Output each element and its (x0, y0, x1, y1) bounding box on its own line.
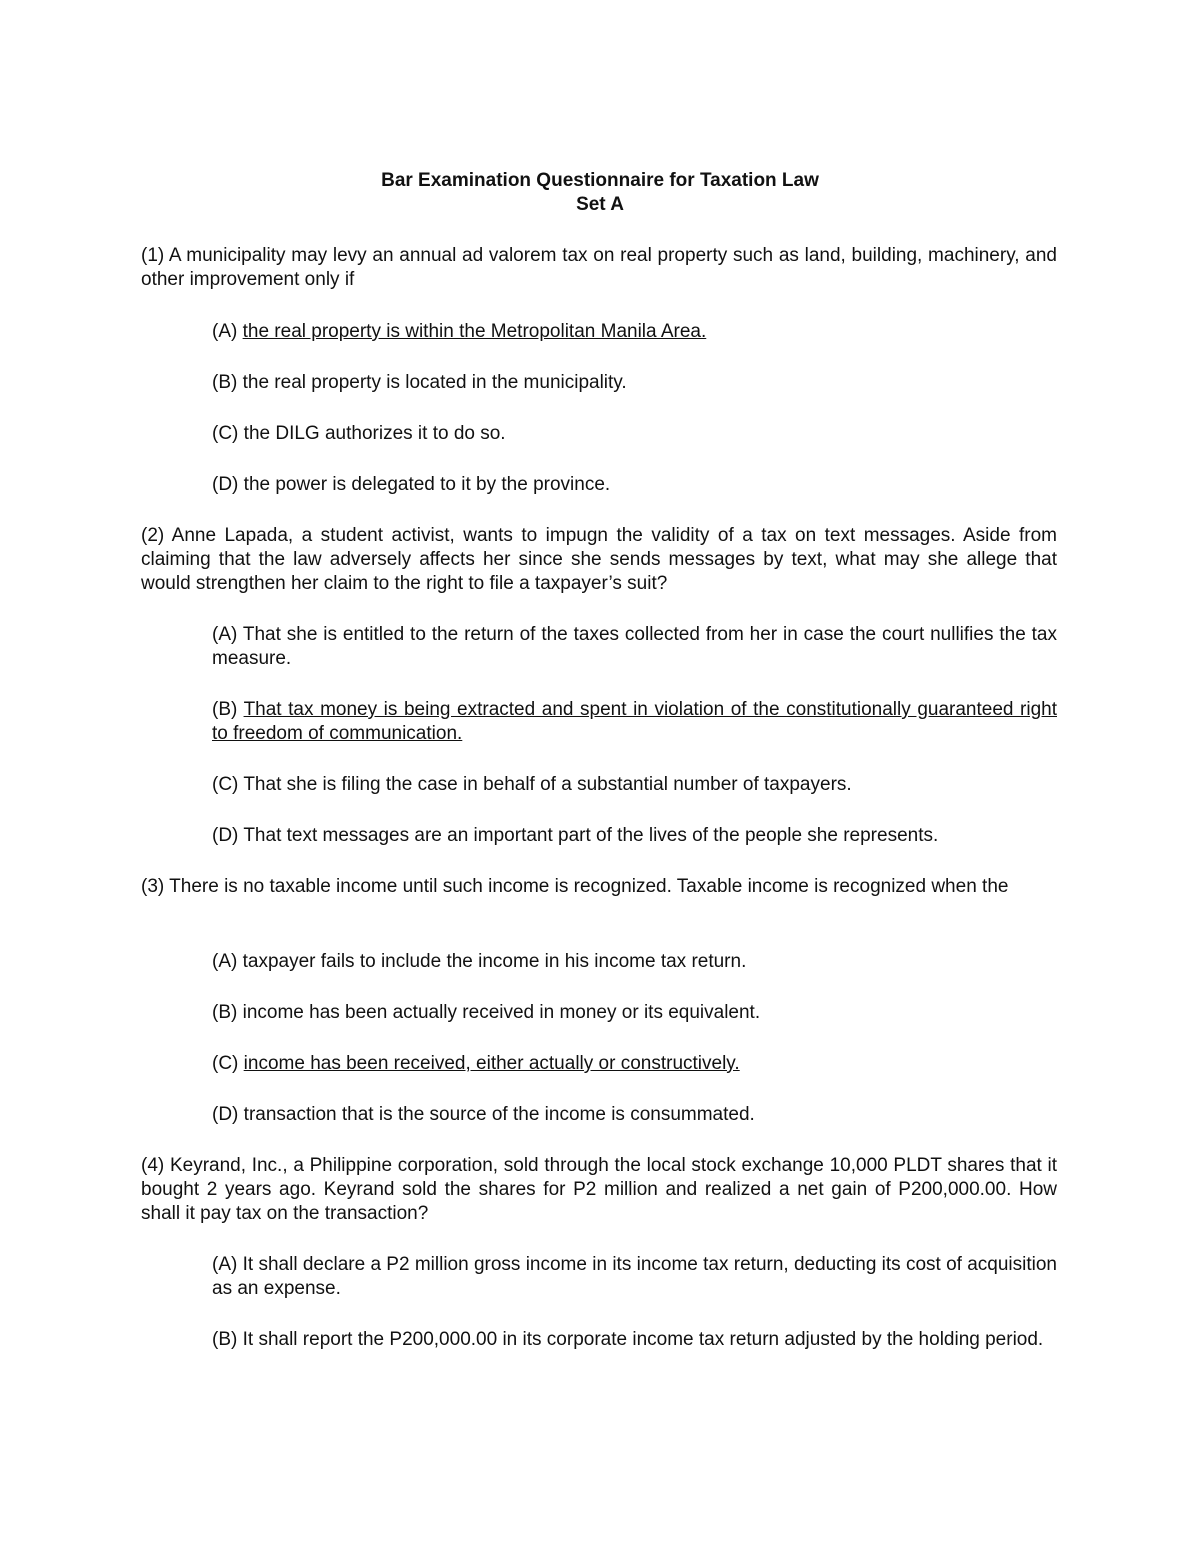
option-letter: (A) (212, 1254, 238, 1275)
option-text: That she is entitled to the return of the taxes collected from her in case the court nullifies the tax measure. (212, 624, 1057, 669)
option-letter: (B) (212, 1329, 238, 1350)
option-letter: (B) (212, 699, 238, 720)
question-stem: There is no taxable income until such income is recognized. Taxable income is recognized when the (169, 876, 1009, 897)
option-letter: (D) (212, 825, 239, 846)
option-text: transaction that is the source of the income is consummated. (243, 1104, 755, 1125)
question-number: (1) (141, 245, 165, 266)
option-letter: (A) (212, 624, 238, 645)
question-3-option-a (212, 950, 1057, 974)
option-letter: (A) (212, 321, 238, 342)
question-1 (141, 244, 1057, 292)
question-number: (2) (141, 525, 165, 546)
question-3 (141, 875, 1057, 899)
option-letter: (B) (212, 1002, 238, 1023)
option-text: income has been actually received in money or its equivalent. (242, 1002, 761, 1023)
question-4-option-a (212, 1253, 1057, 1301)
question-1-option-b (212, 371, 1057, 395)
option-text: That she is filing the case in behalf of a substantial number of taxpayers. (243, 774, 852, 795)
question-1-option-a (212, 320, 1057, 344)
question-2-option-a (212, 623, 1057, 671)
option-letter: (A) (212, 951, 238, 972)
option-text: That text messages are an important part of the lives of the people she represents. (243, 825, 939, 846)
option-letter: (B) (212, 372, 238, 393)
option-text-underlined: the real property is within the Metropolitan Manila Area. (242, 321, 707, 342)
document-title: Bar Examination Questionnaire for Taxation Law (381, 170, 819, 191)
option-text: the DILG authorizes it to do so. (243, 423, 506, 444)
question-4 (141, 1154, 1057, 1226)
document-subtitle: Set A (576, 194, 624, 215)
question-2-option-c (212, 773, 1057, 797)
option-text: the real property is located in the municipality. (242, 372, 627, 393)
option-text-underlined: income has been received, either actually or constructively. (243, 1053, 740, 1074)
question-3-option-b (212, 1001, 1057, 1025)
option-letter: (D) (212, 1104, 239, 1125)
question-number: (4) (141, 1155, 165, 1176)
option-letter: (C) (212, 1053, 239, 1074)
option-text: It shall declare a P2 million gross income in its income tax return, deducting its cost of acquisition as an expense. (212, 1254, 1058, 1299)
question-stem: Anne Lapada, a student activist, wants to impugn the validity of a tax on text messages. Aside from claiming that the law adversely affects her since she sends messages by text, what may she allege that would strengthen her claim to the right to file a taxpayer’s suit? (141, 525, 1057, 594)
question-3-option-d (212, 1103, 1057, 1127)
question-number: (3) (141, 876, 165, 897)
option-letter: (C) (212, 774, 239, 795)
question-2-option-d (212, 824, 1057, 848)
option-text-underlined: That tax money is being extracted and spent in violation of the constitutionally guaranteed right to freedom of communication. (212, 699, 1057, 744)
question-4-option-b (212, 1328, 1057, 1352)
option-letter: (D) (212, 474, 239, 495)
option-text: the power is delegated to it by the province. (243, 474, 611, 495)
option-letter: (C) (212, 423, 239, 444)
option-text: taxpayer fails to include the income in his income tax return. (242, 951, 747, 972)
question-3-option-c (212, 1052, 1057, 1076)
question-1-option-c (212, 422, 1057, 446)
option-text: It shall report the P200,000.00 in its corporate income tax return adjusted by the holding period. (242, 1329, 1044, 1350)
question-stem: A municipality may levy an annual ad valorem tax on real property such as land, building, machinery, and other improvement only if (141, 245, 1057, 290)
question-2-option-b (212, 698, 1057, 746)
question-1-option-d (212, 473, 1057, 497)
question-2 (141, 524, 1057, 596)
question-stem: Keyrand, Inc., a Philippine corporation, sold through the local stock exchange 10,000 PLDT shares that it bought 2 years ago. Keyrand sold the shares for P2 million and realized a net gain of P200,000.00. How shall it pay tax on the transaction? (141, 1155, 1057, 1224)
